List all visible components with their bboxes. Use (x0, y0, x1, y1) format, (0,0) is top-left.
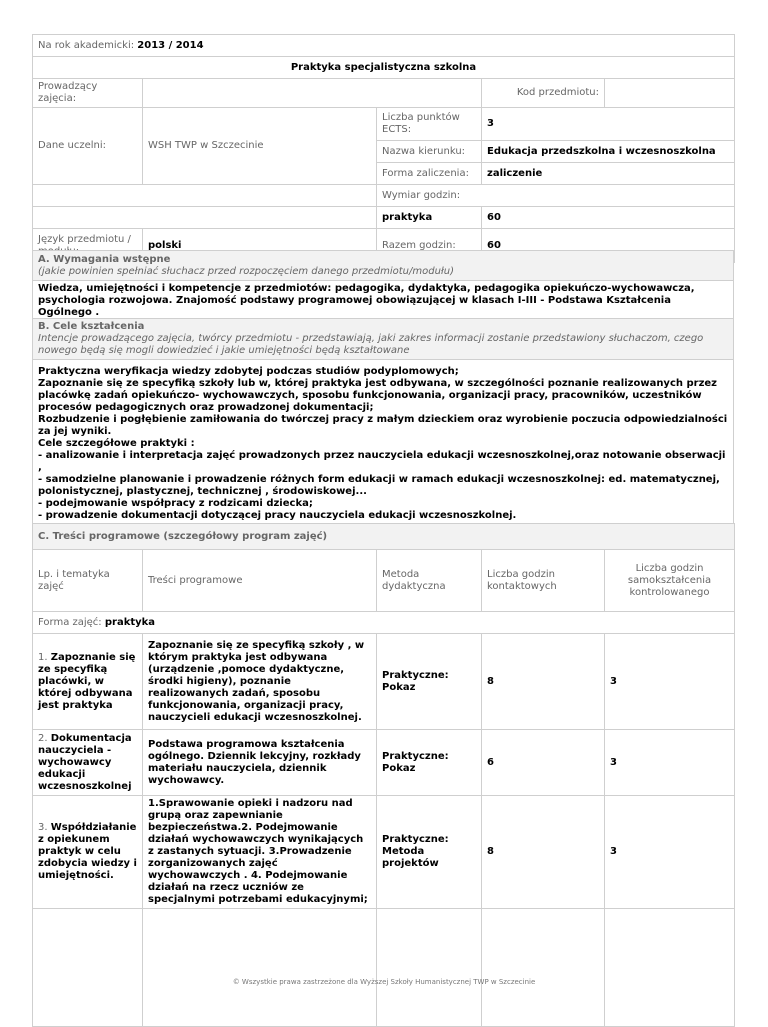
goal-line: Zapoznanie się ze specyfiką szkoły lub w, której praktyka jest odbywana, w szczególności poznanie realizowanych przez placówkę zadań opiekuńczo- wychowawczych, sposobu funkcjonowania, organizacji pracy, pracowników, uczestników procesów pedagogicznych oraz prowadzonej dokumentacji; (38, 378, 717, 413)
table-row (33, 634, 735, 730)
row-topic-text: Zapoznanie się ze specyfiką placówki, w której odbywana jest praktyka (38, 651, 136, 711)
row-topic-text: Dokumentacja nauczyciela -wychowawcy edukacji wczesnoszkolnej (38, 732, 132, 792)
header-topic: Lp. i tematyka zajęć (33, 550, 143, 612)
year-value: 2013 / 2014 (137, 39, 204, 51)
practice-hours: 60 (482, 207, 735, 229)
blank-cell (482, 909, 605, 1027)
blank-cell (33, 207, 377, 229)
row-method: Praktyczne: Pokaz (377, 730, 482, 796)
blank-cell (33, 909, 143, 1027)
language-value: polski (143, 229, 377, 263)
field-value: Edukacja przedszkolna i wczesnoszkolna (482, 141, 735, 163)
header-self-study-hours: Liczba godzin samokształcenia kontrolowanego (605, 550, 735, 612)
section-a-title: A. Wymagania wstępne (38, 253, 171, 265)
goal-line: - prowadzenie dokumentacji dotyczącej pracy nauczyciela edukacji wczesnoszkolnej. (38, 510, 517, 521)
row-self-hours: 3 (605, 796, 735, 909)
row-topic (33, 796, 143, 909)
row-method: Praktyczne: Pokaz (377, 634, 482, 730)
section-c (32, 523, 735, 1027)
row-number: 3. (38, 822, 48, 833)
row-number: 1. (38, 651, 48, 663)
row-contact-hours: 8 (482, 634, 605, 730)
row-content: Podstawa programowa kształcenia ogólnego. Dziennik lekcyjny, rozkłady materiału nauczyciela, dziennik wychowawcy. (143, 730, 377, 796)
credit-value: zaliczenie (482, 163, 735, 185)
row-self-hours: 3 (605, 730, 735, 796)
lecturer-label: Prowadzący zajęcia: (33, 79, 143, 108)
course-title: Praktyka specjalistyczna szkolna (33, 57, 735, 79)
hours-label: Wymiar godzin: (377, 185, 735, 207)
section-b (32, 318, 734, 529)
practice-label: praktyka (377, 207, 482, 229)
lecturer-value (143, 79, 482, 108)
row-contact-hours: 6 (482, 730, 605, 796)
row-topic (33, 730, 143, 796)
university-label: Dane uczelni: (33, 108, 143, 185)
table-row (33, 730, 735, 796)
empty-continuation-row (33, 909, 735, 1027)
row-number: 2. (38, 732, 48, 744)
total-hours-value: 60 (482, 229, 735, 263)
blank-cell (377, 909, 482, 1027)
row-topic-text: Współdziałanie z opiekunem praktyk w celu zdobycia wiedzy i umiejętności. (38, 822, 137, 881)
copyright-footer: © Wszystkie prawa zastrzeżone dla Wyższej Szkoły Humanistycznej TWP w Szczecinie (232, 978, 536, 986)
academic-year-row (33, 35, 735, 57)
credit-label: Forma zaliczenia: (377, 163, 482, 185)
goal-line: Praktyczna weryfikacja wiedzy zdobytej podczas studiów podyplomowych; (38, 366, 459, 377)
header-method: Metoda dydaktyczna (377, 550, 482, 612)
section-b-header (33, 319, 734, 360)
header-content: Treści programowe (143, 550, 377, 612)
goal-line: - podejmowanie współpracy z rodzicami dziecka; (38, 498, 313, 509)
year-label: Na rok akademicki: (38, 39, 135, 51)
goal-line: - samodzielne planowanie i prowadzenie różnych form edukacji w ramach edukacji wczesnoszkolnej: ed. matematycznej, polonistycznej, plastycznej, technicznej , środowiskowej... (38, 474, 720, 497)
form-value: praktyka (104, 616, 156, 628)
row-self-hours: 3 (605, 634, 735, 730)
row-topic (33, 634, 143, 730)
course-info-table (32, 34, 735, 263)
total-hours-label: Razem godzin: (377, 229, 482, 263)
ects-label: Liczba punktów ECTS: (377, 108, 482, 141)
course-code-value (605, 79, 735, 108)
blank-cell (33, 185, 377, 207)
university-value: WSH TWP w Szczecinie (143, 108, 377, 185)
section-b-subtitle: Intencje prowadzącego zajęcia, twórcy przedmiotu - przedstawiają, jaki zakres informacji zostanie przedstawiony słuchaczom, czego nowego będą się mogli dowiedzieć i jakie umiejętności będą kształtowane (38, 333, 704, 356)
goal-line: Cele szczegółowe praktyki : (38, 438, 195, 449)
ects-value: 3 (482, 108, 735, 141)
section-b-title: B. Cele kształcenia (38, 321, 145, 332)
form-label: Forma zajęć: (38, 616, 102, 628)
section-a-content: Wiedza, umiejętności i kompetencje z przedmiotów: pedagogika, dydaktyka, pedagogika opiekuńczo-wychowawcza, psychologia rozwojowa. Znajomość podstawy programowej obowiązującej w klasach I-III - Podstawa Kształcenia Ogólnego . (33, 281, 734, 322)
form-row (33, 612, 735, 634)
header-contact-hours: Liczba godzin kontaktowych (482, 550, 605, 612)
section-a-header (33, 251, 734, 281)
goal-line: - analizowanie i interpretacja zajęć prowadzonych przez nauczyciela edukacji wczesnoszkolnej,oraz notowanie obserwacji , (38, 450, 726, 473)
row-method: Praktyczne: Metoda projektów (377, 796, 482, 909)
blank-cell (143, 909, 377, 1027)
section-a-subtitle: (jakie powinien spełniać słuchacz przed rozpoczęciem danego przedmiotu/modułu) (38, 265, 455, 277)
row-contact-hours: 8 (482, 796, 605, 909)
field-label: Nazwa kierunku: (377, 141, 482, 163)
row-content: 1.Sprawowanie opieki i nadzoru nad grupą oraz zapewnianie bezpieczeństwa.2. Podejmowanie działań wychowawczych wynikających z zastanych sytuacji. 3.Prowadzenie zorganizowanych zajęć wychowawczych . 4. Podejmowanie działań na rzecz uczniów ze specjalnymi potrzebami edukacyjnymi; (143, 796, 377, 909)
goal-line: Rozbudzenie i pogłębienie zamiłowania do twórczej pracy z małym dzieckiem oraz wyrobienie poczucia odpowiedzialności za jej wyniki. (38, 414, 728, 437)
course-code-label: Kod przedmiotu: (482, 79, 605, 108)
section-c-title: C. Treści programowe (szczegółowy program zajęć) (33, 524, 735, 550)
section-b-content (33, 360, 734, 529)
table-row (33, 796, 735, 909)
language-label: Język przedmiotu / (33, 229, 143, 263)
section-a (32, 250, 734, 322)
row-content: Zapoznanie się ze specyfiką szkoły , w którym praktyka jest odbywana (urządzenie ,pomoce dydaktyczne, środki higieny), poznanie realizowanych zadań, sposobu funkcjonowania, organizacji pracy, nauczycieli edukacji wczesnoszkolnej. (143, 634, 377, 730)
blank-cell (605, 909, 735, 1027)
